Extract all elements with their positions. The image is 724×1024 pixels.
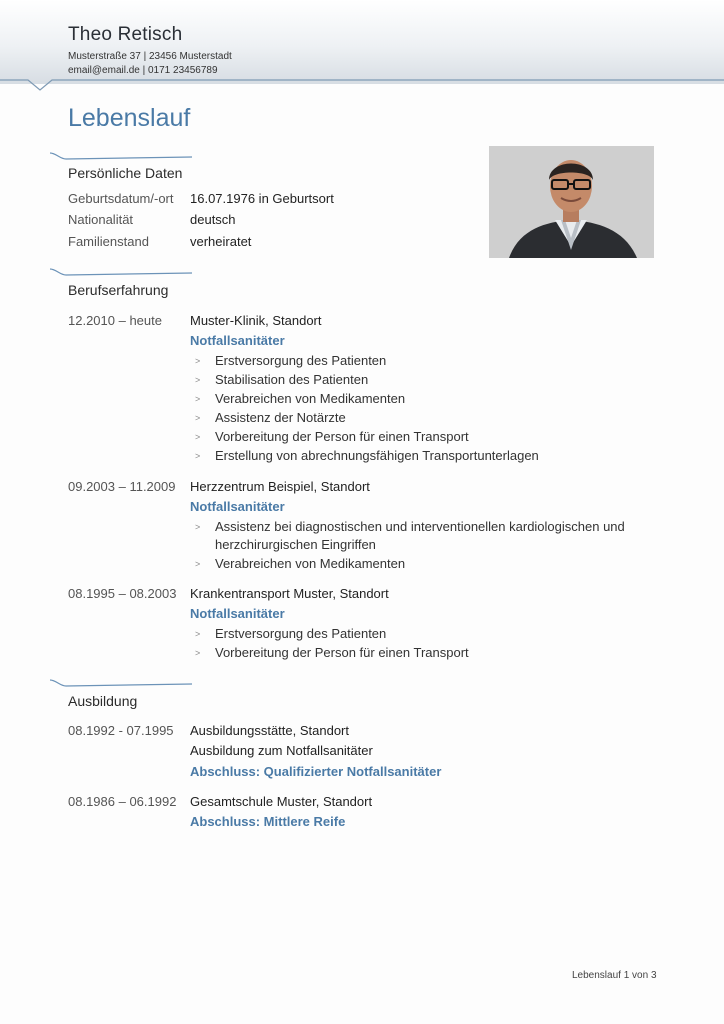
education-period: 08.1992 - 07.1995 <box>68 723 174 738</box>
section-heading-education: Ausbildung <box>68 693 138 709</box>
education-institution: Ausbildungsstätte, Standort <box>190 723 349 738</box>
section-heading-personal: Persönliche Daten <box>68 165 183 181</box>
applicant-address: Musterstraße 37 | 23456 Musterstadt <box>68 51 232 62</box>
page-footer: Lebenslauf 1 von 3 <box>572 970 657 981</box>
bullet-marker: > <box>195 629 201 639</box>
experience-task: Stabilisation des Patienten <box>215 372 369 387</box>
applicant-contact: email@email.de | 0171 23456789 <box>68 65 218 76</box>
section-divider <box>50 268 192 278</box>
bullet-marker: > <box>195 432 201 442</box>
value-nationality: deutsch <box>190 212 236 227</box>
experience-task-continuation: herzchirurgischen Eingriffen <box>215 537 376 552</box>
bullet-marker: > <box>195 451 201 461</box>
experience-period: 09.2003 – 11.2009 <box>68 479 176 494</box>
bullet-marker: > <box>195 356 201 366</box>
document-title: Lebenslauf <box>68 104 191 132</box>
label-marital-status: Familienstand <box>68 234 149 249</box>
value-marital-status: verheiratet <box>190 234 252 249</box>
education-degree: Abschluss: Qualifizierter Notfallsanitäter <box>190 764 442 779</box>
applicant-photo <box>489 146 654 258</box>
experience-role: Notfallsanitäter <box>190 606 285 621</box>
label-nationality: Nationalität <box>68 212 134 227</box>
experience-task: Verabreichen von Medikamenten <box>215 556 406 571</box>
experience-task: Erstversorgung des Patienten <box>215 626 387 641</box>
education-degree: Abschluss: Mittlere Reife <box>190 814 346 829</box>
experience-task: Vorbereitung der Person für einen Transport <box>215 645 469 660</box>
experience-task: Verabreichen von Medikamenten <box>215 391 406 406</box>
bullet-marker: > <box>195 522 201 532</box>
experience-task: Assistenz der Notärzte <box>215 410 346 425</box>
bullet-marker: > <box>195 375 201 385</box>
bullet-marker: > <box>195 559 201 569</box>
experience-period: 08.1995 – 08.2003 <box>68 586 177 601</box>
portrait-image <box>489 146 654 258</box>
education-detail: Ausbildung zum Notfallsanitäter <box>190 743 373 758</box>
experience-task: Erstellung von abrechnungsfähigen Transportunterlagen <box>215 448 539 463</box>
experience-employer: Herzzentrum Beispiel, Standort <box>190 479 370 494</box>
experience-period: 12.2010 – heute <box>68 313 162 328</box>
experience-task: Vorbereitung der Person für einen Transport <box>215 429 469 444</box>
section-heading-experience: Berufserfahrung <box>68 282 169 298</box>
experience-task: Erstversorgung des Patienten <box>215 353 387 368</box>
applicant-name: Theo Retisch <box>68 24 183 45</box>
section-divider <box>50 152 192 162</box>
education-institution: Gesamtschule Muster, Standort <box>190 794 373 809</box>
experience-role: Notfallsanitäter <box>190 499 285 514</box>
experience-employer: Muster-Klinik, Standort <box>190 313 322 328</box>
bullet-marker: > <box>195 648 201 658</box>
bullet-marker: > <box>195 394 201 404</box>
experience-task: Assistenz bei diagnostischen und interventionellen kardiologischen und <box>215 519 625 534</box>
experience-employer: Krankentransport Muster, Standort <box>190 586 389 601</box>
experience-role: Notfallsanitäter <box>190 333 285 348</box>
header-divider <box>0 78 724 98</box>
education-period: 08.1986 – 06.1992 <box>68 794 177 809</box>
bullet-marker: > <box>195 413 201 423</box>
label-birth: Geburtsdatum/-ort <box>68 191 174 206</box>
value-birth: 16.07.1976 in Geburtsort <box>190 191 334 206</box>
section-divider <box>50 679 192 689</box>
